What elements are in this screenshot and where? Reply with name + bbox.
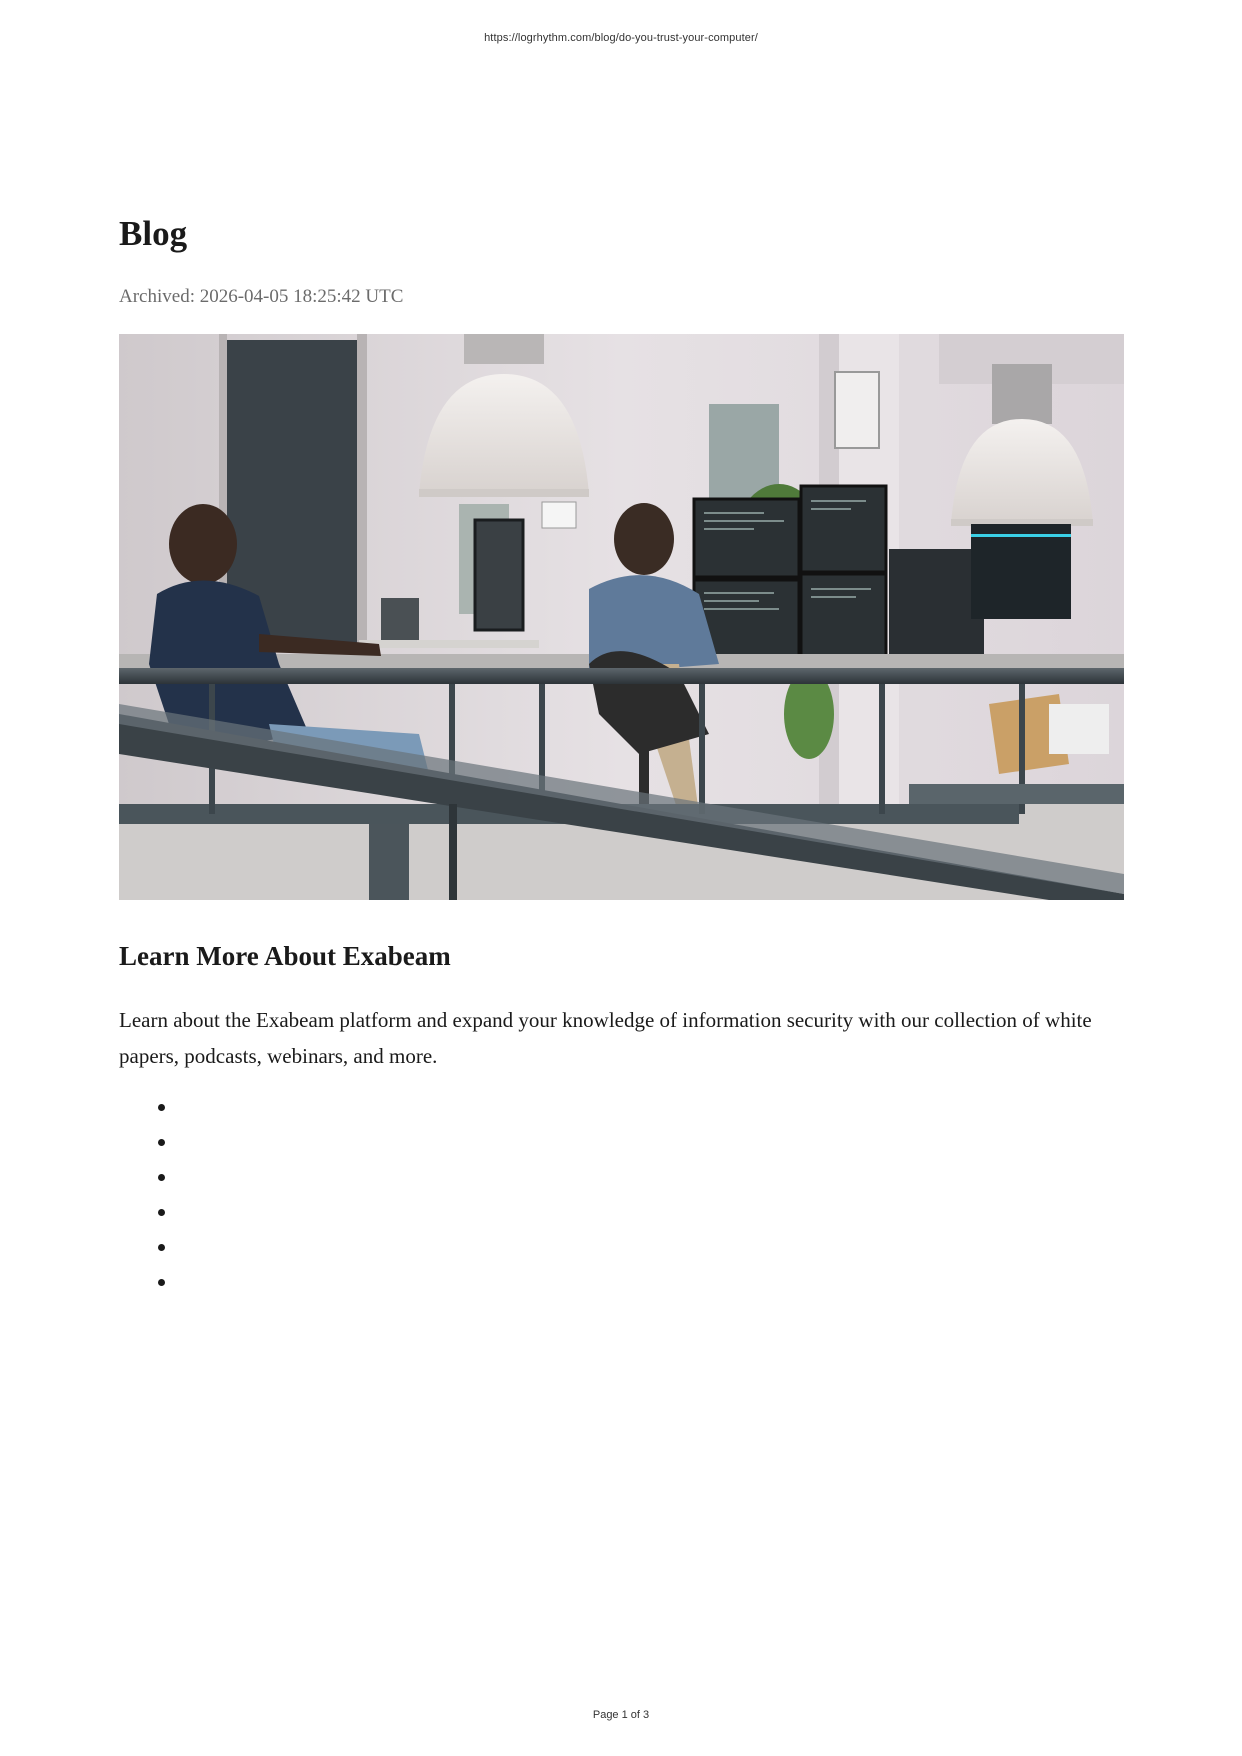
archived-timestamp: Archived: 2026-04-05 18:25:42 UTC	[119, 286, 404, 307]
list-item	[119, 1129, 519, 1164]
page-url: https://logrhythm.com/blog/do-you-trust-your-computer/	[484, 32, 758, 44]
page-number: Page 1 of 3	[592, 1709, 650, 1721]
bullet-icon	[158, 1104, 165, 1111]
section-body: Learn about the Exabeam platform and expand your knowledge of information security with our collection of white papers, podcasts, webinars, and more.	[119, 1008, 1092, 1068]
hero-image	[119, 334, 1124, 900]
resource-list	[119, 1094, 519, 1304]
bullet-icon	[158, 1244, 165, 1251]
list-item	[119, 1199, 519, 1234]
page-title: Blog	[119, 214, 188, 253]
list-item	[119, 1269, 519, 1304]
bullet-icon	[158, 1174, 165, 1181]
bullet-icon	[158, 1139, 165, 1146]
list-item	[119, 1094, 519, 1129]
list-item	[119, 1164, 519, 1199]
section-heading: Learn More About Exabeam	[119, 941, 451, 971]
list-item	[119, 1234, 519, 1269]
office-photo-icon	[119, 334, 1124, 900]
bullet-icon	[158, 1279, 165, 1286]
bullet-icon	[158, 1209, 165, 1216]
